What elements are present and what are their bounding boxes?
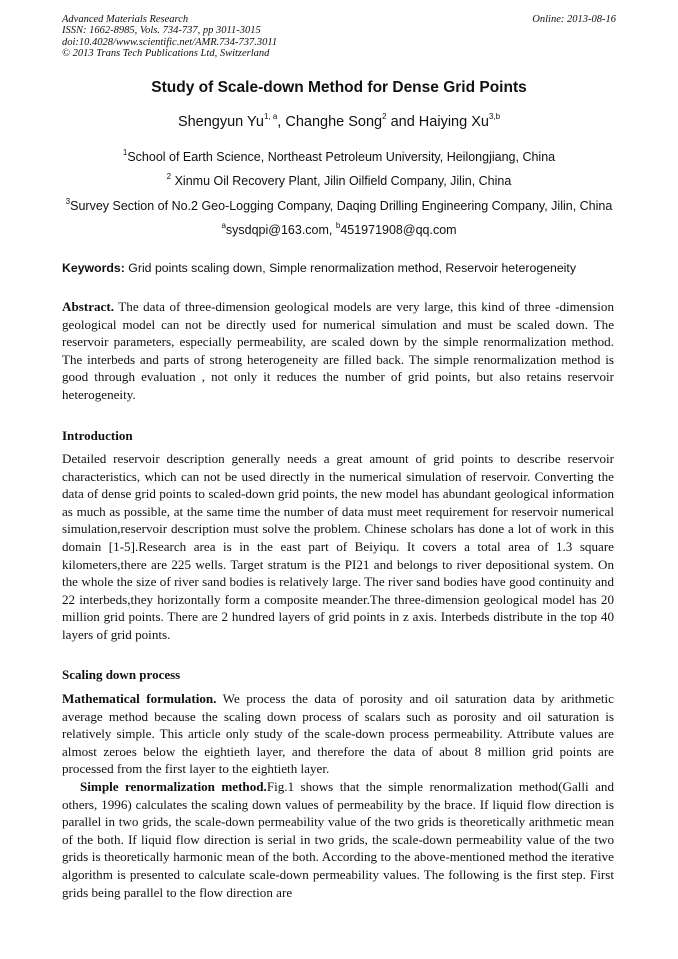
author-superscript: 3,b bbox=[488, 112, 501, 121]
abstract-label: Abstract. bbox=[62, 299, 114, 314]
affiliation-superscript: 1 bbox=[122, 148, 128, 157]
author-superscript: 2 bbox=[382, 112, 387, 121]
author-name: Shengyun Yu bbox=[177, 114, 264, 130]
introduction-heading: Introduction bbox=[62, 428, 133, 443]
issn-line: ISSN: 1662-8985, Vols. 734-737, pp 3011-3015 bbox=[62, 25, 261, 37]
keywords-text: Grid points scaling down, Simple renormalization method, Reservoir heterogeneity bbox=[124, 261, 576, 275]
affiliation-1 bbox=[0, 150, 678, 164]
email-superscript: b bbox=[335, 221, 341, 230]
affiliation-superscript: 3 bbox=[65, 197, 71, 206]
author-list bbox=[0, 114, 678, 130]
email-superscript: a bbox=[221, 221, 226, 230]
copyright-line: © 2013 Trans Tech Publications Ltd, Switzerland bbox=[62, 48, 270, 60]
journal-header bbox=[62, 14, 616, 60]
affiliation-3 bbox=[0, 199, 678, 213]
author-separator: , Changhe Song bbox=[277, 114, 383, 130]
affiliation-2 bbox=[0, 174, 678, 188]
math-formulation-paragraph bbox=[62, 690, 614, 778]
simple-renormalization-label: Simple renormalization method. bbox=[80, 779, 267, 794]
simple-renormalization-paragraph bbox=[62, 778, 614, 901]
introduction-paragraph: Detailed reservoir description generally needs a great amount of grid points to describe reservoir characteristics, which can not be used directly in the numerical simulation of reservoir. Converting the data of dense grid points to scaled-down grid points, the new model has abundant geological information as much as possible, at the same time the number of data must meet requirement for reservoir numerical simulation,reservoir description must solve the problem. Chinese scholars has done a lot of work in this domain [1-5].Research area is in the east part of Beiyiqu. It covers a total area of 1.3 square kilometers,there are 225 wells. Target stratum is the PI21 and belongs to river depositional system. On the whole the size of river sand bodies is relatively large. The river sand bodies have good continuity and 22 interbeds,they horizontally form a composite meander.The three-dimension geological model has 20 million grid points. There are 2 hundred layers of grid points in z axis. Interbeds distribute in the top 40 layers of grid points. bbox=[62, 451, 614, 642]
affiliation-text: Survey Section of No.2 Geo-Logging Company, Daqing Drilling Engineering Company, Jilin, China bbox=[70, 199, 613, 213]
scaling-heading: Scaling down process bbox=[62, 667, 181, 682]
abstract-paragraph bbox=[62, 298, 614, 404]
keywords bbox=[62, 261, 622, 275]
abstract-text: The data of three-dimension geological models are very large, this kind of three -dimension geological model can not be directly used for numerical simulation and must be scaled down. The reservoir parameters, especially permeability, are scaled down by the simple renormalization method. The interbeds and parts of strong heterogeneity are filled back. The simple renormalization method is good through evaluation , not only it reduces the number of grid points, but also retains reservoir heterogeneity. bbox=[62, 299, 614, 402]
affiliation-text: Xinmu Oil Recovery Plant, Jilin Oilfield Company, Jilin, China bbox=[171, 174, 512, 188]
author-separator: and Haiying Xu bbox=[386, 114, 489, 130]
doi-line: doi:10.4028/www.scientific.net/AMR.734-737.3011 bbox=[62, 36, 278, 48]
online-date: Online: 2013-08-16 bbox=[532, 14, 616, 25]
math-formulation-label: Mathematical formulation. bbox=[62, 691, 217, 706]
math-formulation-text: We process the data of porosity and oil saturation data by arithmetic average method because the scaling down process of scalars such as porosity and oil saturation is relatively simple. This article only study of the scale-down process permeability. Attribute values are almost zeroes below the eightieth layer, and therefore the data of about 8 million grid points are processed from the first layer to the eightieth layer. bbox=[62, 691, 614, 777]
email-line bbox=[0, 223, 678, 237]
affiliation-superscript: 2 bbox=[166, 172, 172, 181]
keywords-label: Keywords: bbox=[62, 261, 125, 275]
email-text: 451971908@qq.com bbox=[340, 223, 457, 237]
simple-renormalization-text: Fig.1 shows that the simple renormalization method(Galli and others, 1996) calculates the scaling down values of permeability by the brace. If liquid flow direction is parallel in two grids, the scale-down permeability value of the two grids is theoretically arithmetic mean of the both. If liquid flow direction is serial in two grids, the scale-down permeability value of the two grids is theoretically harmonic mean of the both. According to the above-mentioned method the iterative algorithm is presented to calculate scale-down permeability values. The following is the first step. First grids being parallel to the flow direction are bbox=[62, 779, 614, 900]
email-text: sysdqpi@163.com, bbox=[225, 223, 336, 237]
paper-title: Study of Scale-down Method for Dense Grid Points bbox=[151, 79, 527, 96]
journal-name: Advanced Materials Research bbox=[62, 14, 189, 25]
author-superscript: 1, a bbox=[263, 112, 278, 121]
affiliation-text: School of Earth Science, Northeast Petroleum University, Heilongjiang, China bbox=[127, 150, 556, 164]
